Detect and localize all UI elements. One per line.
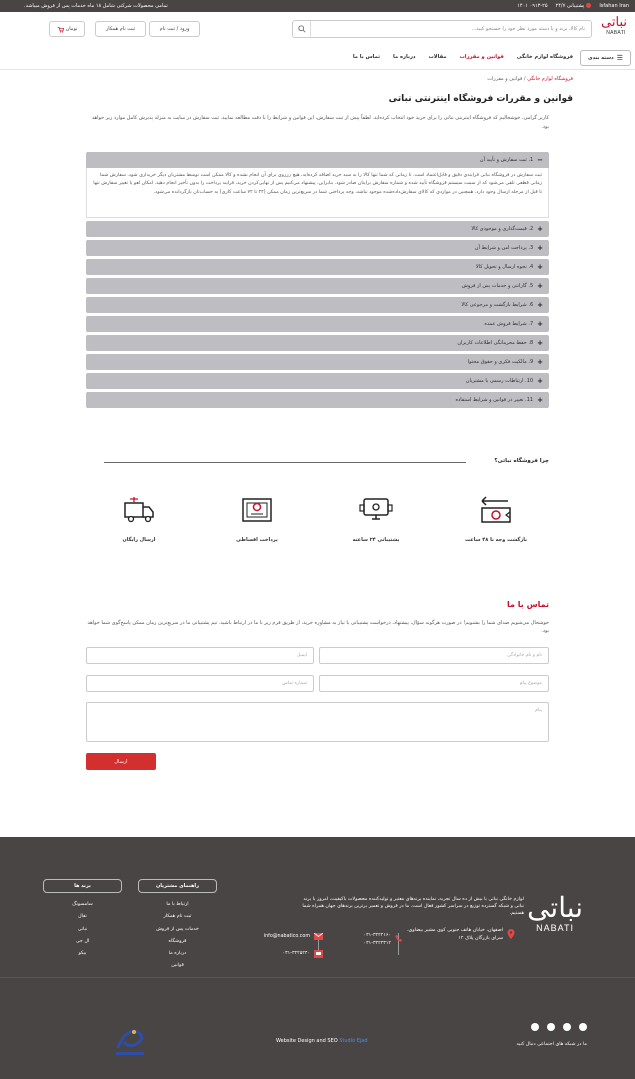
footer-link[interactable]: ثبت نام همکار xyxy=(163,914,192,920)
accordion-body: ثبت سفارش در فروشگاه نباتی فرایندی دقیق و قابل‌اعتماد است. تا زمانی که شما تنها کالا را به سبد خرید اضافه کرده‌اید، هیچ رزروی برای آن انجام نشده و کالا ممکن است توسط مشتریان دیگر خریداری شود. سفارش شما زمانی قطعی تلقی می‌شود که از سمت سیستم فروشگاه تأیید شده و شماره سفارش برایتان صادر شود. بنابراین، پیشنهاد می‌کنیم پس از نهایی‌کردن خرید، فرایند پرداخت را بدون تأخیر انجام دهید. امکان لغو یا تغییر سفارش تنها تا قبل از مرحله ارسال وجود دارد. همچنین در مواردی که کالای سفارش‌داده‌شده موجود نباشد، وجه پرداختی شما در سریع‌ترین زمان ممکن (۲۴ تا ۷۲ ساعت کاری) به حساب‌تان بازگردانده می‌شود. xyxy=(86,168,549,218)
why-divider xyxy=(104,462,466,463)
footer-logo-english: NABATI xyxy=(536,923,574,933)
accordion-item[interactable] xyxy=(86,335,549,351)
fax-number: ۰۳۱-۳۲۲۵۲۴۰ xyxy=(282,951,310,956)
logo[interactable] xyxy=(601,15,627,36)
fax-icon xyxy=(314,950,323,958)
footer-link[interactable]: ال جی xyxy=(75,938,90,944)
accordion-item[interactable] xyxy=(86,221,549,237)
search-button[interactable] xyxy=(293,21,311,37)
feature-installment xyxy=(212,495,302,543)
breadcrumb-home[interactable]: فروشگاه لوازم خانگی xyxy=(527,76,573,82)
city-label: Isfahan Iran xyxy=(599,3,629,9)
plus-icon: + xyxy=(537,244,543,252)
contact-description: خوشحال می‌شویم صدای شما را بشنویم! در صورت هرگونه سؤال، پیشنهاد، درخواست پشتیبانی یا نیاز به مشاوره خرید، از طریق فرم زیر با ما در ارتباط باشید. تیم پشتیبانی ما در سریع‌ترین زمان ممکن پاسخ‌گوی شما خواهد بود. xyxy=(87,620,549,634)
minus-icon: − xyxy=(537,156,543,164)
footer-link[interactable]: بیکو xyxy=(78,951,87,957)
phone-number[interactable]: ۰۳۱-۳۲۲۲۳۱۲ xyxy=(363,941,391,946)
plus-icon: + xyxy=(537,396,543,404)
page-title: قوانین و مقررات فروشگاه اینترنتی نباتی xyxy=(388,94,573,104)
support-label: پشتیبانی ۲۴/۷ xyxy=(556,3,592,9)
feature-label: ارسال رایگان xyxy=(122,537,156,543)
feature-label: پشتیبانی ۲۴ ساعته xyxy=(352,537,400,543)
hamburger-icon: ☰ xyxy=(616,54,623,62)
footer-about: لوازم خانگی نباتی با بیش از ده سال تجربه، نماینده برندهای معتبر و تولیدکننده محصولات باکیفیت، امروز با برند نباتی و شبکه گسترده توزیع در سراسر کشور فعال است. ما در فروش و تعمیر برترین برندهای جهان همراه شما هستیم. xyxy=(302,897,524,916)
nav-about[interactable]: درباره ما xyxy=(393,54,416,60)
accordion-title: 6. شرایط بازگشت و مرجوعی کالا xyxy=(461,302,534,308)
telegram-icon[interactable] xyxy=(547,1023,555,1031)
accordion-title: 2. قیمت‌گذاری و موجودی کالا xyxy=(471,226,534,232)
accordion-item[interactable] xyxy=(86,354,549,370)
phone-label[interactable]: ۰۹۱۳-۲۵ ۱۴۰۱ xyxy=(517,3,548,9)
plus-icon: + xyxy=(537,320,543,328)
nav-contact[interactable]: تماس با ما xyxy=(352,54,381,60)
breadcrumb-current: قوانین و مقررات xyxy=(487,76,523,82)
accordion-item[interactable] xyxy=(86,278,549,294)
page-intro: کاربر گرامی، خوشحالیم که فروشگاه اینترنتی نباتی را برای خرید خود انتخاب کرده‌اید. لطفاً پیش از ثبت سفارش، این قوانین و شرایط را با دقت مطالعه نمایید. ثبت سفارش در سایت به منزله پذیرش کامل موارد زیر خواهد بود. xyxy=(91,115,549,130)
feature-label: بازگشت وجه تا ۴۸ ساعت xyxy=(464,537,527,543)
youtube-icon[interactable] xyxy=(531,1023,539,1031)
plus-icon: + xyxy=(537,358,543,366)
name-field[interactable]: نام و نام خانوادگی xyxy=(319,647,549,664)
footer-phones xyxy=(364,932,392,948)
accordion-title: 9. مالکیت فکری و حقوق محتوا xyxy=(467,359,534,365)
footer-mail xyxy=(264,928,310,962)
brands-heading: برند ها xyxy=(43,879,122,893)
logo-english: NABATI xyxy=(606,30,626,36)
location-icon xyxy=(586,3,591,8)
rules-accordion xyxy=(86,152,549,411)
design-credit-brand: Studio Ejad xyxy=(339,1038,368,1044)
nav-rules[interactable]: قوانین و مقررات xyxy=(459,54,504,60)
enamad-logo-icon xyxy=(110,1020,150,1060)
social-links xyxy=(531,1023,587,1031)
top-contact xyxy=(517,3,629,9)
subject-field[interactable]: موضوع پیام xyxy=(319,675,549,692)
footer-link[interactable]: قوانین xyxy=(171,963,184,969)
installment-icon xyxy=(239,495,275,525)
footer-link[interactable]: فروشگاه xyxy=(168,938,187,944)
phone-number[interactable]: ۰۳۱-۳۲۲۲۱۶۰ xyxy=(363,933,391,938)
promo-text: تمامی محصولات شرکتی شامل ۱۸ ماه خدمات پس از فروش میباشد. xyxy=(24,3,168,9)
accordion-item[interactable] xyxy=(86,373,549,389)
footer-link[interactable]: نباتی xyxy=(77,926,88,932)
refund-icon xyxy=(478,495,514,525)
plus-icon: + xyxy=(537,225,543,233)
breadcrumb-separator: / xyxy=(522,76,528,82)
plus-icon: + xyxy=(537,301,543,309)
logo-arabic: نباتی xyxy=(601,15,627,30)
feature-support xyxy=(331,495,421,543)
accordion-item[interactable] xyxy=(86,240,549,256)
footer-link[interactable]: ارتباط با ما xyxy=(166,902,189,907)
category-menu-button[interactable] xyxy=(580,50,631,66)
category-label: دسته بندی xyxy=(588,55,614,61)
why-title: چرا فروشگاه نباتی؟ xyxy=(494,458,549,464)
login-button[interactable]: ورود / ثبت نام xyxy=(149,21,200,37)
accordion-title: 1. ثبت سفارش و تأیید آن xyxy=(479,157,534,163)
nav-articles[interactable]: مقالات xyxy=(428,54,447,60)
accordion-title: 7. شرایط فروش عمده xyxy=(484,321,534,327)
message-field[interactable]: پیام xyxy=(86,702,549,742)
footer-address xyxy=(403,927,503,943)
main-nav xyxy=(0,48,635,70)
truck-icon xyxy=(121,495,157,525)
plus-icon: + xyxy=(537,339,543,347)
phone-icon xyxy=(395,934,403,942)
design-credit[interactable] xyxy=(276,1038,368,1044)
guide-links xyxy=(138,899,217,973)
accordion-item[interactable] xyxy=(86,316,549,332)
social-text: ما در شبکه های اجتماعی دنبال کنید xyxy=(516,1042,587,1047)
email-address[interactable]: info@nabatico.com xyxy=(263,934,310,939)
footer-logo[interactable] xyxy=(527,893,583,933)
address-text: اصفهان، خیابان هاتف جنوبی کوی مشیر بیضاوی، سرای بازرگان پلاک ۱۲ xyxy=(407,928,503,941)
feature-free-shipping xyxy=(94,495,184,543)
breadcrumb xyxy=(487,76,573,82)
email-field[interactable]: ایمیل xyxy=(86,647,314,664)
accordion-title: 5. گارانتی و خدمات پس از فروش xyxy=(461,283,534,289)
footer-divider xyxy=(0,977,635,978)
footer-link[interactable]: درباره ما xyxy=(168,951,187,957)
accordion-title: 8. حفظ محرمانگی اطلاعات کاربران xyxy=(457,340,534,346)
footer-link[interactable]: تفال xyxy=(78,914,87,920)
accordion-item[interactable] xyxy=(86,297,549,313)
nav-links xyxy=(353,54,573,60)
email-icon xyxy=(314,933,323,940)
footer xyxy=(0,837,635,1079)
feature-label: پرداخت اقساطی xyxy=(236,537,278,543)
phone-field[interactable]: شماره تماس xyxy=(86,675,314,692)
accordion-title: 10. ارتباطات رسمی با مشتریان xyxy=(465,378,534,384)
accordion-header-open[interactable] xyxy=(86,152,549,168)
accordion-title: 3. پرداخت امن و شرایط آن xyxy=(474,245,534,251)
search-icon xyxy=(298,25,306,33)
support-icon xyxy=(358,495,394,525)
search-box xyxy=(292,20,592,38)
facebook-icon[interactable] xyxy=(579,1023,587,1031)
footer-link[interactable]: سامسونگ xyxy=(72,902,93,907)
feature-refund xyxy=(451,495,541,543)
footer-logo-arabic: نباتی xyxy=(527,891,583,924)
instagram-icon[interactable] xyxy=(563,1023,571,1031)
enamad-badge[interactable] xyxy=(110,1020,150,1060)
send-button[interactable]: ارسال xyxy=(86,753,156,770)
accordion-title: 4. نحوه ارسال و تحویل کالا xyxy=(475,264,534,270)
plus-icon: + xyxy=(537,263,543,271)
accordion-item[interactable] xyxy=(86,259,549,275)
brand-links xyxy=(43,899,122,960)
footer-link[interactable]: خدمات پس از فروش xyxy=(156,926,199,932)
cart-total: تومان xyxy=(65,26,78,32)
plus-icon: + xyxy=(537,282,543,290)
plus-icon: + xyxy=(537,377,543,385)
partner-register-button[interactable]: ثبت نام همکار xyxy=(95,21,146,37)
accordion-item[interactable] xyxy=(86,392,549,408)
location-icon xyxy=(507,929,515,939)
cart-button[interactable] xyxy=(49,21,85,37)
design-credit-prefix: Website Design and SEO xyxy=(276,1038,340,1044)
cart-icon xyxy=(57,26,64,33)
nav-shop[interactable]: فروشگاه لوازم خانگی xyxy=(516,54,573,60)
accordion-title: 11. تغییر در قوانین و شرایط استفاده xyxy=(455,397,534,403)
contact-title: تماس با ما xyxy=(507,600,549,609)
search-input[interactable]: نام کالا، برند و یا دسته مورد نظر خود را جستجو کنید... xyxy=(471,26,585,32)
guide-heading: راهنمای مشتریان xyxy=(138,879,217,893)
top-bar xyxy=(0,0,635,12)
